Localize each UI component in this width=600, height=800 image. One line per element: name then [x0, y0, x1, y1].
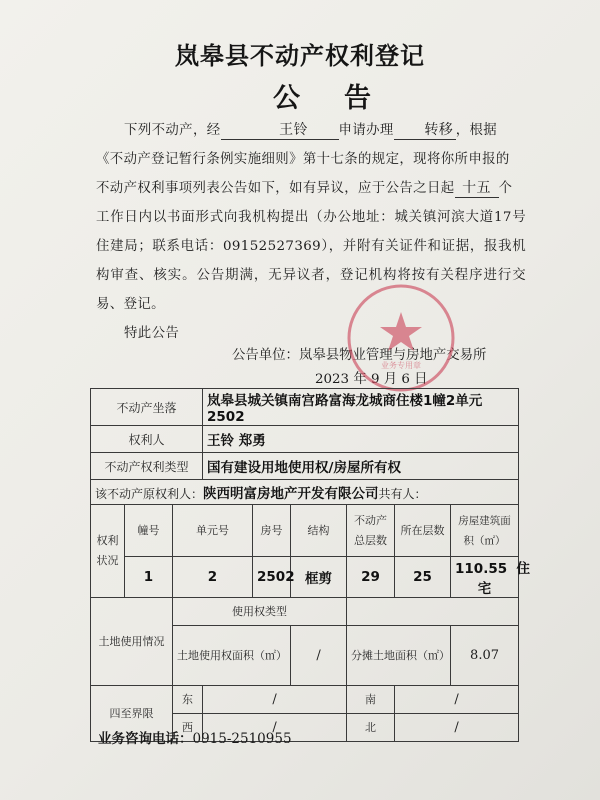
intro-line-3: [96, 174, 526, 203]
special-notice: 特此公告: [124, 326, 180, 341]
right-type-value: 国有建设用地使用权/房屋所有权: [203, 453, 519, 480]
value-structure: 框剪: [291, 557, 347, 598]
consult-phone: [98, 727, 292, 747]
original-holder-row: [91, 480, 519, 505]
south-label: 南: [347, 686, 395, 714]
official-seal-stamp: [345, 282, 457, 394]
land-area-value: /: [291, 626, 347, 686]
intro-line-1: [96, 116, 526, 145]
location-label: 不动产坐落: [91, 389, 203, 426]
notice-body: [96, 116, 526, 348]
location-value: 岚皋县城关镇南宫路富海龙城商住楼1幢2单元2502: [203, 389, 519, 426]
svg-text:业务专用章: 业务专用章: [381, 361, 421, 370]
intro-line-2: 《不动产登记暂行条例实施细则》第十七条的规定，现将你所申报的: [96, 152, 510, 167]
header-unit: 单元号: [173, 505, 253, 557]
original-holder-value: 陕西明富房地产开发有限公司: [203, 486, 379, 502]
consult-phone-label: 业务咨询电话：: [98, 731, 193, 747]
page-subtitle: 公告: [273, 83, 415, 114]
header-building: 幢号: [125, 505, 173, 557]
intro-prefix: 下列不动产，经: [124, 123, 221, 138]
issue-date: 2023 年 9 月 6 日: [315, 372, 428, 387]
land-right-type-value: [347, 598, 519, 626]
north-value: /: [395, 714, 519, 742]
holder-label: 权利人: [91, 426, 203, 453]
east-value: /: [203, 686, 347, 714]
business-type: 转移: [394, 121, 456, 140]
west-label: 西: [173, 714, 203, 742]
value-building: 1: [125, 557, 173, 598]
intro-suffix: ，根据: [455, 123, 498, 138]
value-floor: 25: [395, 557, 451, 598]
value-area: 110.55: [455, 561, 508, 577]
intro-line3b: 个: [498, 181, 513, 196]
north-label: 北: [347, 714, 395, 742]
consult-phone-number: 0915-2510955: [192, 731, 292, 747]
value-total-floors: 29: [347, 557, 395, 598]
header-floor: 所在层数: [395, 505, 451, 557]
property-info-table: [90, 388, 531, 742]
intro-rest: 工作日内以书面形式向我机构提出（办公地址：城关镇河滨大道17号住建局；联系电话：09152527369），并附有关证件和证据，报我机构审查、核实。公告期满，无异议者，登记机构将按有关程序进行交易、登记。: [96, 210, 526, 312]
right-type-label: 不动产权利类型: [91, 453, 203, 480]
original-holder-label: 该不动产原权利人：: [95, 487, 204, 501]
intro-line3a: 不动产权利事项列表公告如下，如有异议，应于公告之日起: [96, 181, 455, 196]
value-area-and-use: [451, 557, 531, 598]
status-label: 权利状况: [91, 505, 125, 598]
east-label: 东: [173, 686, 203, 714]
shared-area-label: 分摊土地面积（㎡）: [347, 626, 451, 686]
objection-days: 十五: [455, 179, 499, 198]
south-value: /: [395, 686, 519, 714]
value-use: 住宅: [477, 561, 531, 597]
applicant-name: 王铃: [221, 121, 339, 140]
holder-value: 王铃 郑勇: [203, 426, 519, 453]
issuer: 公告单位：岚皋县物业管理与房地产交易所: [232, 348, 487, 363]
land-area-label: 土地使用权面积（㎡）: [173, 626, 291, 686]
co-owner-label: 共有人：: [378, 487, 427, 501]
bounds-label: 四至界限: [91, 686, 173, 742]
value-room: 2502: [253, 557, 291, 598]
land-right-type-label: 使用权类型: [173, 598, 347, 626]
header-area: 房屋建筑面积（㎡）: [451, 505, 519, 557]
west-value: /: [203, 714, 347, 742]
intro-middle: 申请办理: [338, 123, 394, 138]
land-usage-label: 土地使用情况: [91, 598, 173, 686]
header-structure: 结构: [291, 505, 347, 557]
page-title: 岚皋县不动产权利登记: [175, 42, 425, 70]
header-total-floors: 不动产总层数: [347, 505, 395, 557]
shared-area-value: 8.07: [451, 626, 519, 686]
value-unit: 2: [173, 557, 253, 598]
header-room: 房号: [253, 505, 291, 557]
